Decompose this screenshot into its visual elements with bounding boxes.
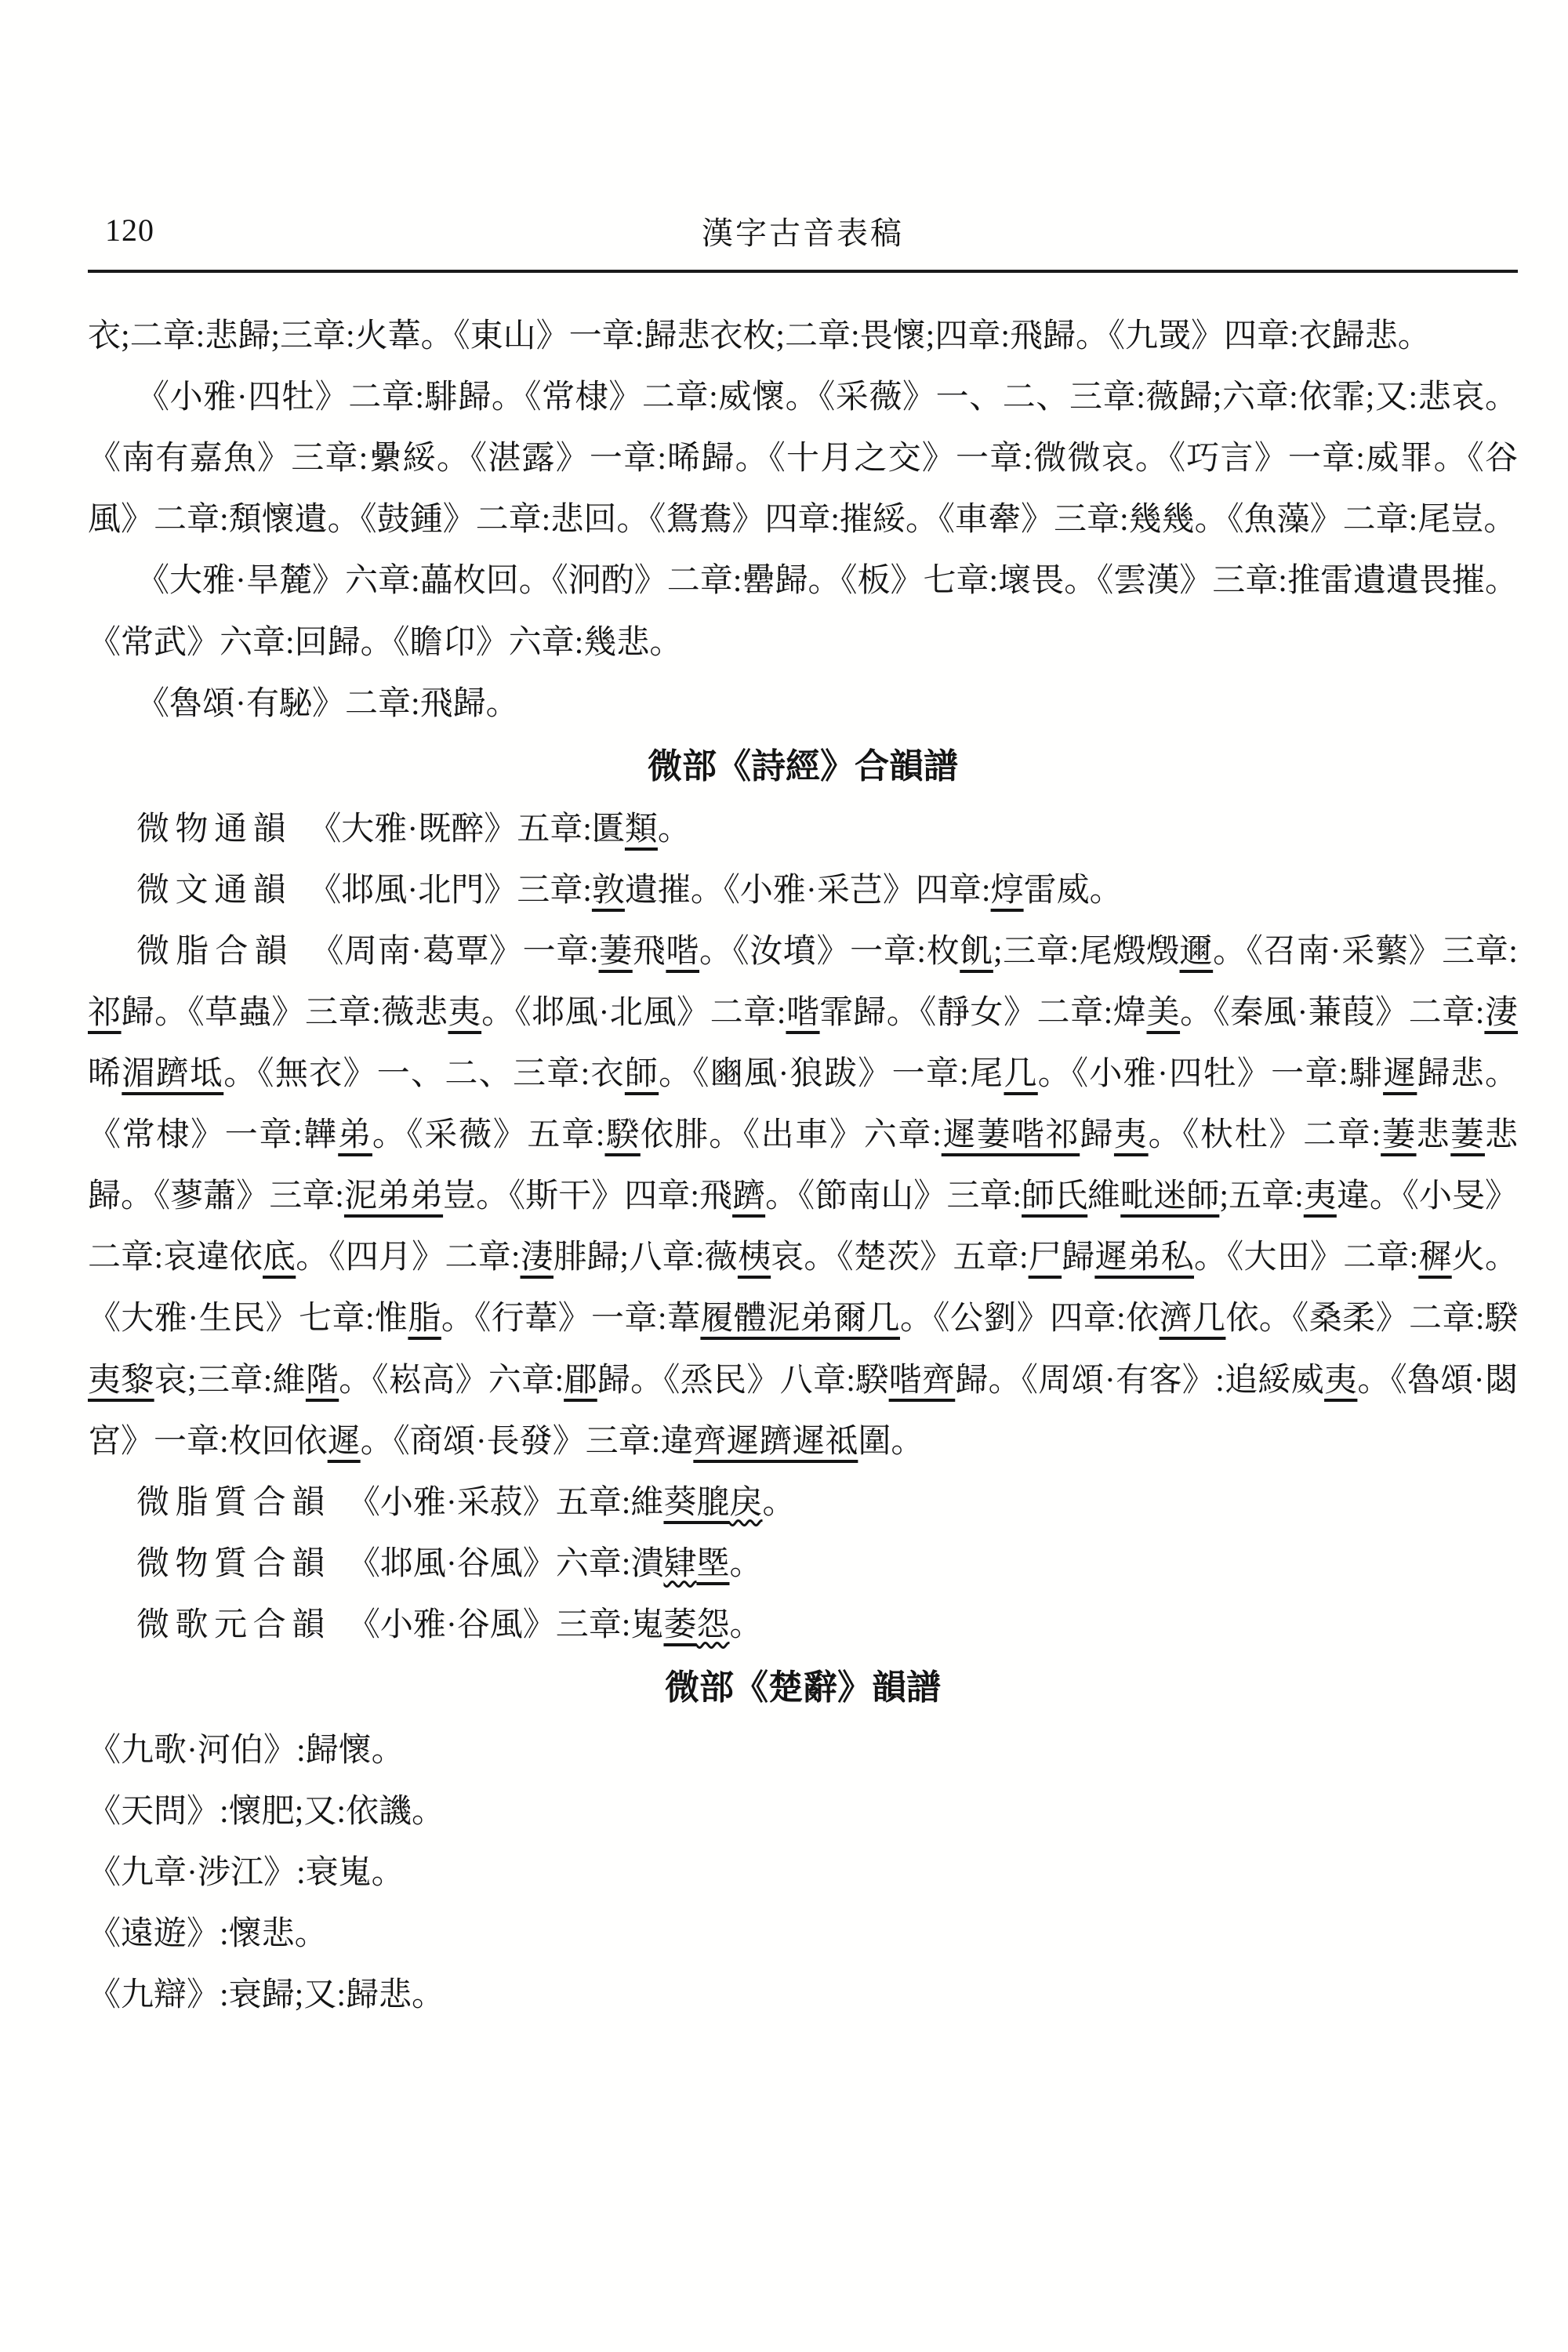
underlined-rhyme-chars: 履體泥弟爾几: [700, 1301, 900, 1338]
underlined-rhyme-chars: 躋: [732, 1178, 766, 1215]
underlined-rhyme-chars: 萋: [598, 933, 633, 970]
text-run: 《邶風·谷風》六章:潰: [330, 1545, 664, 1582]
text-run: 。《無衣》一、二、三章:衣: [223, 1056, 625, 1093]
text-run: 哀。《楚茨》五章:: [771, 1240, 1029, 1276]
book-title: 漢字古音表稿: [702, 216, 904, 251]
text-run: 腓歸;八章:薇: [553, 1240, 738, 1276]
text-run: 。《杕杜》二章:: [1148, 1117, 1381, 1154]
page-header: [88, 209, 1518, 257]
text-run: 。《采薇》五章:: [372, 1117, 605, 1154]
text-run: 《九辯》:衰歸;又:歸悲。: [88, 1977, 445, 2014]
text-run: 圍。: [858, 1423, 924, 1460]
underlined-rhyme-chars: 敦: [591, 872, 625, 909]
paragraph: [88, 1965, 1518, 2026]
underlined-rhyme-chars: 夷: [1113, 1117, 1149, 1154]
text-run: ;三章:尾燬燬: [993, 933, 1180, 970]
text-run: 遺摧。《小雅·采芑》四章:: [624, 872, 991, 909]
paragraph: [88, 1904, 1518, 1965]
underlined-rhyme-chars: 淒: [520, 1240, 554, 1276]
text-run: 。: [729, 1545, 763, 1582]
text-run: 《小雅·采菽》五章:維: [330, 1484, 664, 1521]
paragraph: [88, 1472, 1518, 1534]
text-run: 《九章·涉江》:衰嵬。: [88, 1855, 405, 1892]
underlined-rhyme-chars: 穉: [1418, 1240, 1452, 1276]
text-run: 《九歌·河伯》:歸懷。: [88, 1732, 405, 1769]
paragraph: [88, 1720, 1518, 1781]
paragraph: [88, 799, 1518, 860]
text-run: 《大雅·旱麓》六章:藟枚回。《泂酌》二章:罍歸。《板》七章:壞畏。《雲漢》三章:推雷遺遺畏摧。《常武》六章:回歸。《瞻卬》六章:幾悲。: [88, 563, 1518, 661]
text-run: 火。《大雅·生民》七章:惟: [88, 1240, 1518, 1338]
underlined-rhyme-chars: 弟: [338, 1117, 372, 1154]
text-run: 霏歸。《靜女》二章:煒: [819, 994, 1147, 1031]
text-run: 。: [657, 811, 691, 848]
text-run: 《邶風·北門》三章:: [292, 872, 592, 909]
text-run: 《魯頌·有駜》二章:飛歸。: [136, 685, 519, 722]
text-run: ;五章:: [1219, 1178, 1304, 1215]
underlined-rhyme-chars: 郿: [564, 1362, 597, 1399]
paragraph: [88, 1534, 1518, 1595]
underlined-rhyme-chars: 萎: [663, 1607, 697, 1644]
text-run: 維: [1087, 1178, 1121, 1215]
underlined-rhyme-chars: 祁: [88, 994, 122, 1031]
underlined-rhyme-chars: 几: [1004, 1056, 1038, 1093]
section-heading: 微部《楚辭》韻譜: [665, 1668, 941, 1708]
underlined-rhyme-chars: 齊遲躋遲祗: [693, 1423, 858, 1460]
underlined-rhyme-chars: 焞: [990, 872, 1024, 909]
text-run: 晞: [88, 1056, 122, 1093]
underlined-rhyme-chars: 夷: [1324, 1362, 1358, 1399]
page-content: [88, 209, 1518, 2027]
underlined-rhyme-chars: 飢: [960, 933, 993, 970]
underlined-rhyme-chars: 葵膍: [663, 1484, 730, 1521]
text-run: 衣;二章:悲歸;三章:火葦。《東山》一章:歸悲衣枚;二章:畏懷;四章:飛歸。《九罭》四章:衣歸悲。: [88, 318, 1431, 354]
text-run: 《小雅·四牡》二章:騑歸。《常棣》二章:威懷。《采薇》一、二、三章:薇歸;六章:依霏;又:悲哀。《南有嘉魚》三章:纍綏。《湛露》一章:晞歸。《十月之交》一章:微微哀。《巧言》一章:威罪。《谷風》二章:頽懷遺。《鼓鍾》二章:悲回。《鴛鴦》四章:摧綏。《車舝》三章:幾幾。《魚藻》二章:尾豈。: [88, 379, 1518, 539]
text-run: 。《行葦》一章:葦: [441, 1301, 701, 1338]
text-run: 。: [762, 1484, 796, 1521]
underlined-rhyme-chars: 毗迷師: [1120, 1178, 1220, 1215]
text-run: 《遠遊》:懷悲。: [88, 1916, 328, 1953]
underlined-rhyme-chars: 遲: [1383, 1056, 1417, 1093]
rhyme-category-label: 微脂質合韻: [136, 1484, 331, 1521]
paragraph: [88, 921, 1518, 1472]
paragraph: [88, 673, 1518, 735]
rhyme-category-label: 微文通韻: [136, 872, 292, 909]
underlined-rhyme-chars: 泥弟弟: [343, 1178, 444, 1215]
text-run: 豈。《斯干》四章:飛: [443, 1178, 733, 1215]
text-run: 違。《小旻》二章:哀違依: [88, 1178, 1519, 1276]
text-run: 歸。《烝民》八章:騤: [597, 1362, 889, 1399]
page-number: 120: [105, 212, 154, 248]
rhyme-category-label: 微物通韻: [136, 811, 292, 848]
rhyme-category-label: 微物質合韻: [136, 1545, 331, 1582]
paragraph: [88, 1781, 1518, 1842]
underlined-rhyme-chars: 底: [263, 1240, 296, 1276]
text-run: 。《汝墳》一章:枚: [699, 933, 960, 970]
paragraph: [88, 860, 1518, 921]
section-heading: 微部《詩經》合韻譜: [648, 746, 958, 786]
text-run: 飛: [632, 933, 666, 970]
underlined-rhyme-chars: 夷: [448, 994, 482, 1031]
text-run: 哀;三章:維: [154, 1362, 306, 1399]
underlined-rhyme-chars: 騤: [604, 1117, 641, 1154]
underlined-rhyme-chars: 濟几: [1159, 1301, 1226, 1338]
underlined-rhyme-chars: 遲萋喈祁: [941, 1117, 1080, 1154]
text-run: 依腓。《出車》六章:: [640, 1117, 942, 1154]
text-run: 歸悲。《常棣》一章:韡: [88, 1056, 1518, 1154]
underlined-rhyme-chars: 湄躋坻: [122, 1056, 224, 1093]
text-run: 。《公劉》四章:依: [900, 1301, 1160, 1338]
underlined-rhyme-chars: 師: [624, 1056, 659, 1093]
paragraph: [88, 1595, 1518, 1656]
wavy-underlined-rhyme-chars: 戾: [729, 1484, 763, 1521]
underlined-rhyme-chars: 師氏: [1022, 1178, 1088, 1215]
text-run: 。《崧高》六章:: [339, 1362, 564, 1399]
text-run: 。《小雅·四牡》一章:騑: [1037, 1056, 1384, 1093]
underlined-rhyme-chars: 尸: [1028, 1240, 1062, 1276]
text-run: 歸: [1080, 1117, 1114, 1154]
underlined-rhyme-chars: 夷: [1303, 1178, 1337, 1215]
underlined-rhyme-chars: 淒: [1484, 994, 1518, 1031]
text-run: 悲: [1416, 1117, 1451, 1154]
text-run: 。《召南·采蘩》三章:: [1213, 933, 1518, 970]
underlined-rhyme-chars: 美: [1146, 994, 1181, 1031]
underlined-rhyme-chars: 脂: [408, 1301, 441, 1338]
wavy-underlined-rhyme-chars: 肄: [663, 1545, 697, 1582]
text-run: 歸: [1062, 1240, 1095, 1276]
underlined-rhyme-chars: 喈: [666, 933, 700, 970]
text-run: 歸。《草蟲》三章:薇悲: [121, 994, 448, 1031]
underlined-rhyme-chars: 喈齊: [888, 1362, 956, 1399]
text-run: 。《大田》二章:: [1194, 1240, 1419, 1276]
header-rule: [88, 270, 1518, 273]
text-run: 悲歸。《蓼蕭》三章:: [88, 1117, 1518, 1215]
underlined-rhyme-chars: 遲: [327, 1423, 361, 1460]
underlined-rhyme-chars: 類: [624, 811, 658, 848]
underlined-rhyme-chars: 喈: [786, 994, 820, 1031]
text-run: 。《邶風·北風》二章:: [481, 994, 786, 1031]
wavy-underlined-rhyme-chars: 怨: [696, 1607, 730, 1644]
rhyme-category-label: 微歌元合韻: [136, 1607, 331, 1644]
text-run: 《大雅·既醉》五章:匱: [292, 811, 625, 848]
text-run: 。《秦風·蒹葭》二章:: [1180, 994, 1485, 1031]
text-run: 。《四月》二章:: [296, 1240, 521, 1276]
text-run: 雷威。: [1023, 872, 1123, 909]
paragraph: [88, 367, 1518, 550]
underlined-rhyme-chars: 夷黎: [88, 1362, 154, 1399]
text-run: 。《商頌·長發》三章:違: [360, 1423, 694, 1460]
text-run: 。《豳風·狼跋》一章:尾: [659, 1056, 1004, 1093]
text-run: 。: [729, 1607, 763, 1644]
underlined-rhyme-chars: 桋: [737, 1240, 771, 1276]
text-run: 《天問》:懷肥;又:依譏。: [88, 1794, 445, 1831]
text-run: 依。《桑柔》二章:騤: [1225, 1301, 1518, 1338]
underlined-rhyme-chars: 階: [305, 1362, 339, 1399]
paragraph: [88, 306, 1518, 367]
underlined-rhyme-chars: 遲弟私: [1094, 1240, 1194, 1276]
rhyme-category-label: 微脂合韻: [136, 933, 294, 970]
text-run: 。《節南山》三章:: [765, 1178, 1022, 1215]
underlined-rhyme-chars: 塈: [696, 1545, 730, 1582]
text-run: 《周南·葛覃》一章:: [293, 933, 599, 970]
paragraph: [88, 1842, 1518, 1904]
underlined-rhyme-chars: 邇: [1179, 933, 1214, 970]
text-run: 《小雅·谷風》三章:嵬: [330, 1607, 664, 1644]
text-run: 。《魯頌·閟宮》一章:枚回依: [88, 1362, 1518, 1460]
underlined-rhyme-chars: 萋: [1450, 1117, 1485, 1154]
paragraph: [88, 550, 1518, 673]
document-body: [88, 306, 1518, 2027]
underlined-rhyme-chars: 萋: [1381, 1117, 1417, 1154]
text-run: 歸。《周頌·有客》:追綏威: [955, 1362, 1325, 1399]
